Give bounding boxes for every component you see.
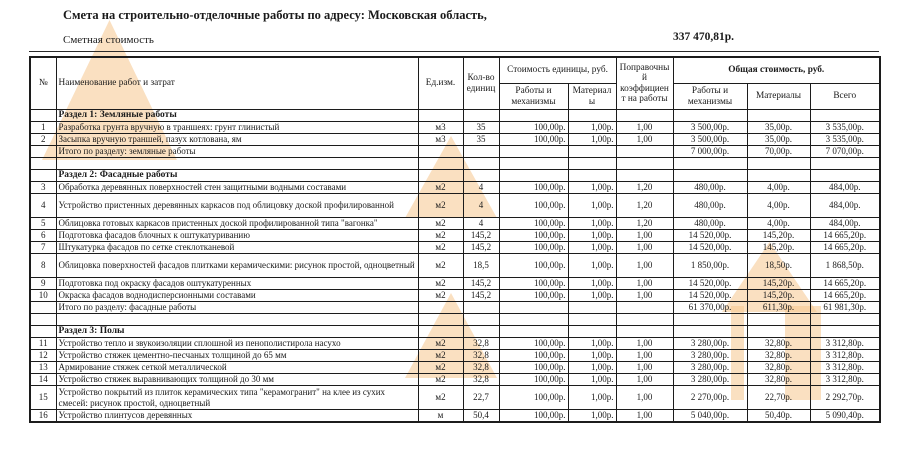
- cell-qty: 145,2: [463, 290, 499, 302]
- cell-tw: 14 520,00р.: [673, 230, 747, 242]
- cell-um: 1,00р.: [568, 386, 616, 410]
- cell-name: Раздел 2: Фасадные работы: [56, 170, 418, 182]
- cell-name: Облицовка поверхностей фасадов плитками керамическими: рисунок простой, одноцветный: [56, 254, 418, 278]
- cell-qty: 4: [463, 194, 499, 218]
- cell-name: Устройство стяжек цементно-песчаных толщиной до 65 мм: [56, 350, 418, 362]
- cell-k: 1,00: [616, 338, 673, 350]
- cell-tw: 3 280,00р.: [673, 350, 747, 362]
- cell-n: 11: [30, 338, 56, 350]
- cell-n: 5: [30, 218, 56, 230]
- cell-tot: [810, 158, 880, 170]
- cell-k: 1,20: [616, 194, 673, 218]
- cell-unit: [418, 302, 463, 314]
- cell-tot: 3 312,80р.: [810, 338, 880, 350]
- cell-tot: 2 292,70р.: [810, 386, 880, 410]
- cell-name: [56, 314, 418, 326]
- cell-name: Облицовка готовых каркасов пристенных доской профилированной типа "вагонка": [56, 218, 418, 230]
- section-header-row: [30, 110, 880, 122]
- cell-uw: [499, 146, 568, 158]
- cell-n: 2: [30, 134, 56, 146]
- cell-uw: 100,00р.: [499, 218, 568, 230]
- cell-name: Устройство тепло и звукоизоляции сплошной из пенополистирола насухо: [56, 338, 418, 350]
- cell-k: 1,00: [616, 242, 673, 254]
- cell-tw: [673, 158, 747, 170]
- cell-n: 1: [30, 122, 56, 134]
- cell-k: 1,00: [616, 350, 673, 362]
- cell-um: 1,00р.: [568, 374, 616, 386]
- cell-n: 3: [30, 182, 56, 194]
- header-name: Наименование работ и затрат: [56, 57, 418, 110]
- cell-unit: м3: [418, 122, 463, 134]
- cell-k: 1,00: [616, 134, 673, 146]
- cell-uw: 100,00р.: [499, 242, 568, 254]
- cell-unit: [418, 158, 463, 170]
- cell-unit: м: [418, 410, 463, 423]
- cell-tot: 7 070,00р.: [810, 146, 880, 158]
- cell-name: Устройство плинтусов деревянных: [56, 410, 418, 423]
- cell-tw: 14 520,00р.: [673, 242, 747, 254]
- item-row: [30, 374, 880, 386]
- cell-tot: [810, 314, 880, 326]
- cell-unit: м2: [418, 254, 463, 278]
- cell-unit: м2: [418, 194, 463, 218]
- cell-n: [30, 158, 56, 170]
- cell-tm: 145,20р.: [747, 290, 810, 302]
- cell-tm: 4,00р.: [747, 182, 810, 194]
- cell-uw: 100,00р.: [499, 230, 568, 242]
- section-header-row: [30, 170, 880, 182]
- cell-uw: 100,00р.: [499, 374, 568, 386]
- cell-tm: 35,00р.: [747, 122, 810, 134]
- cell-qty: [463, 170, 499, 182]
- item-row: [30, 254, 880, 278]
- cell-um: 1,00р.: [568, 254, 616, 278]
- spacer-row: [30, 314, 880, 326]
- cell-tw: 3 280,00р.: [673, 362, 747, 374]
- cell-um: 1,00р.: [568, 182, 616, 194]
- cell-unit: м2: [418, 242, 463, 254]
- cell-n: 16: [30, 410, 56, 423]
- cell-qty: 4: [463, 218, 499, 230]
- cell-tm: 32,80р.: [747, 338, 810, 350]
- cell-tw: 480,00р.: [673, 194, 747, 218]
- cell-uw: 100,00р.: [499, 254, 568, 278]
- subtotal-row: [30, 302, 880, 314]
- cell-um: [568, 158, 616, 170]
- cell-tm: 145,20р.: [747, 278, 810, 290]
- cell-uw: 100,00р.: [499, 182, 568, 194]
- cell-name: Окраска фасадов воднодисперсионными составами: [56, 290, 418, 302]
- header-total-work-mech: Работы и механизмы: [673, 84, 747, 110]
- cell-unit: м2: [418, 386, 463, 410]
- cell-tw: [673, 314, 747, 326]
- cell-tw: 480,00р.: [673, 218, 747, 230]
- cell-tot: 484,00р.: [810, 194, 880, 218]
- cell-um: 1,00р.: [568, 134, 616, 146]
- cell-qty: 145,2: [463, 242, 499, 254]
- item-row: [30, 182, 880, 194]
- cell-qty: 35: [463, 122, 499, 134]
- cell-n: 9: [30, 278, 56, 290]
- cell-tot: 3 312,80р.: [810, 350, 880, 362]
- cell-qty: 4: [463, 182, 499, 194]
- cell-name: [56, 158, 418, 170]
- cell-unit: м2: [418, 362, 463, 374]
- cell-name: Обработка деревянных поверхностей стен защитными водными составами: [56, 182, 418, 194]
- horizontal-rule: [29, 51, 879, 52]
- cell-n: 13: [30, 362, 56, 374]
- cell-uw: [499, 314, 568, 326]
- estimate-total-value: 337 470,81р.: [673, 31, 735, 43]
- cell-tw: 3 280,00р.: [673, 374, 747, 386]
- cell-uw: 100,00р.: [499, 362, 568, 374]
- cell-unit: [418, 314, 463, 326]
- header-coefficient: Поправочный коэффициент на работы: [616, 57, 673, 110]
- header-total-all: Всего: [810, 84, 880, 110]
- cell-tm: 35,00р.: [747, 134, 810, 146]
- cell-unit: м2: [418, 290, 463, 302]
- cell-k: 1,00: [616, 278, 673, 290]
- item-row: [30, 230, 880, 242]
- cell-unit: м2: [418, 278, 463, 290]
- cell-qty: [463, 110, 499, 122]
- cell-n: [30, 170, 56, 182]
- cell-uw: 100,00р.: [499, 134, 568, 146]
- cell-n: [30, 314, 56, 326]
- cell-n: [30, 110, 56, 122]
- cell-tot: 5 090,40р.: [810, 410, 880, 423]
- header-qty: Кол-во единиц: [463, 57, 499, 110]
- document-title: Смета на строительно-отделочные работы по адресу: Московская область,: [63, 8, 487, 22]
- cell-um: 1,00р.: [568, 218, 616, 230]
- cell-qty: 32,8: [463, 362, 499, 374]
- header-materials: Материалы: [568, 84, 616, 110]
- cell-tw: 14 520,00р.: [673, 290, 747, 302]
- cell-uw: [499, 158, 568, 170]
- cell-tm: 145,20р.: [747, 242, 810, 254]
- cell-k: [616, 314, 673, 326]
- cell-k: [616, 326, 673, 338]
- cell-tm: [747, 314, 810, 326]
- cell-name: Подготовка фасадов блочных к оштукатуриванию: [56, 230, 418, 242]
- cell-tot: 14 665,20р.: [810, 230, 880, 242]
- item-row: [30, 134, 880, 146]
- cell-unit: [418, 326, 463, 338]
- table-header: [30, 57, 880, 110]
- cell-um: 1,00р.: [568, 242, 616, 254]
- header-total-group: Общая стоимость, руб.: [673, 57, 880, 84]
- cell-uw: 100,00р.: [499, 278, 568, 290]
- cell-k: 1,00: [616, 122, 673, 134]
- item-row: [30, 410, 880, 423]
- cell-name: Штукатурка фасадов по сетке стеклотканевой: [56, 242, 418, 254]
- cell-tm: 145,20р.: [747, 230, 810, 242]
- cell-tot: 484,00р.: [810, 218, 880, 230]
- cell-n: 7: [30, 242, 56, 254]
- item-row: [30, 350, 880, 362]
- cell-um: [568, 110, 616, 122]
- estimate-table: [29, 56, 881, 423]
- cell-tw: 2 270,00р.: [673, 386, 747, 410]
- cell-n: 15: [30, 386, 56, 410]
- cell-k: 1,00: [616, 410, 673, 423]
- cell-tw: 7 000,00р.: [673, 146, 747, 158]
- cell-name: Раздел 1: Земляные работы: [56, 110, 418, 122]
- cell-k: 1,00: [616, 254, 673, 278]
- cell-tw: 3 280,00р.: [673, 338, 747, 350]
- cell-uw: [499, 302, 568, 314]
- cell-k: [616, 302, 673, 314]
- cell-tot: 14 665,20р.: [810, 278, 880, 290]
- cell-um: [568, 146, 616, 158]
- cell-tm: 50,40р.: [747, 410, 810, 423]
- cell-qty: 32,8: [463, 374, 499, 386]
- cell-tot: 14 665,20р.: [810, 242, 880, 254]
- cell-n: [30, 326, 56, 338]
- item-row: [30, 194, 880, 218]
- cell-k: [616, 158, 673, 170]
- item-row: [30, 122, 880, 134]
- estimate-cost-label: Сметная стоимость: [63, 34, 154, 46]
- cell-uw: [499, 110, 568, 122]
- cell-uw: 100,00р.: [499, 386, 568, 410]
- cell-tw: 5 040,00р.: [673, 410, 747, 423]
- cell-tw: 1 850,00р.: [673, 254, 747, 278]
- cell-um: 1,00р.: [568, 410, 616, 423]
- cell-n: 4: [30, 194, 56, 218]
- estimate-table-body: [30, 110, 880, 423]
- cell-name: Раздел 3: Полы: [56, 326, 418, 338]
- cell-k: [616, 170, 673, 182]
- cell-name: Устройство стяжек выравнивающих толщиной до 30 мм: [56, 374, 418, 386]
- cell-unit: м3: [418, 134, 463, 146]
- item-row: [30, 218, 880, 230]
- cell-name: Устройство пристенных деревянных каркасов под облицовку доской профилированной: [56, 194, 418, 218]
- cell-tot: 484,00р.: [810, 182, 880, 194]
- cell-qty: 18,5: [463, 254, 499, 278]
- cell-k: 1,20: [616, 218, 673, 230]
- cell-tot: 3 312,80р.: [810, 374, 880, 386]
- cell-name: Разработка грунта вручную в траншеях: грунт глинистый: [56, 122, 418, 134]
- item-row: [30, 386, 880, 410]
- cell-um: [568, 170, 616, 182]
- cell-n: 10: [30, 290, 56, 302]
- cell-unit: м2: [418, 338, 463, 350]
- cell-n: [30, 302, 56, 314]
- cell-unit: [418, 146, 463, 158]
- cell-tm: 18,50р.: [747, 254, 810, 278]
- cell-tm: [747, 110, 810, 122]
- cell-uw: 100,00р.: [499, 194, 568, 218]
- cell-qty: [463, 314, 499, 326]
- cell-qty: [463, 302, 499, 314]
- cell-uw: [499, 170, 568, 182]
- item-row: [30, 338, 880, 350]
- cell-k: 1,00: [616, 386, 673, 410]
- cell-name: Итого по разделу: земляные работы: [56, 146, 418, 158]
- cell-tot: 1 868,50р.: [810, 254, 880, 278]
- cell-tot: 3 535,00р.: [810, 134, 880, 146]
- cell-tw: 3 500,00р.: [673, 122, 747, 134]
- cell-n: 12: [30, 350, 56, 362]
- cell-tot: 14 665,20р.: [810, 290, 880, 302]
- cell-qty: 32,8: [463, 350, 499, 362]
- cell-qty: 32,8: [463, 338, 499, 350]
- cell-tot: 61 981,30р.: [810, 302, 880, 314]
- cell-tw: [673, 110, 747, 122]
- cell-uw: 100,00р.: [499, 122, 568, 134]
- cell-k: 1,20: [616, 182, 673, 194]
- cell-um: 1,00р.: [568, 338, 616, 350]
- cell-tot: 3 535,00р.: [810, 122, 880, 134]
- cell-tot: 3 312,80р.: [810, 362, 880, 374]
- cell-um: [568, 314, 616, 326]
- cell-tm: 32,80р.: [747, 374, 810, 386]
- item-row: [30, 290, 880, 302]
- cell-um: 1,00р.: [568, 350, 616, 362]
- cell-uw: [499, 326, 568, 338]
- cell-n: 6: [30, 230, 56, 242]
- cell-tot: [810, 170, 880, 182]
- cell-name: Итого по разделу: фасадные работы: [56, 302, 418, 314]
- cell-tm: 70,00р.: [747, 146, 810, 158]
- cell-qty: 145,2: [463, 230, 499, 242]
- cell-tw: 480,00р.: [673, 182, 747, 194]
- cell-qty: 22,7: [463, 386, 499, 410]
- cell-qty: [463, 146, 499, 158]
- cell-um: [568, 326, 616, 338]
- cell-um: 1,00р.: [568, 122, 616, 134]
- cell-tm: 4,00р.: [747, 218, 810, 230]
- item-row: [30, 242, 880, 254]
- cell-um: 1,00р.: [568, 290, 616, 302]
- spacer-row: [30, 158, 880, 170]
- cell-unit: м2: [418, 374, 463, 386]
- cell-tm: 32,80р.: [747, 350, 810, 362]
- cell-k: [616, 110, 673, 122]
- header-unit: Ед.изм.: [418, 57, 463, 110]
- cell-qty: 50,4: [463, 410, 499, 423]
- section-header-row: [30, 326, 880, 338]
- cell-tm: 4,00р.: [747, 194, 810, 218]
- item-row: [30, 362, 880, 374]
- cell-tm: [747, 170, 810, 182]
- cell-k: 1,00: [616, 362, 673, 374]
- cell-tw: [673, 170, 747, 182]
- cell-qty: 145,2: [463, 278, 499, 290]
- cell-um: 1,00р.: [568, 194, 616, 218]
- cell-tm: 611,30р.: [747, 302, 810, 314]
- cell-tm: [747, 158, 810, 170]
- item-row: [30, 278, 880, 290]
- cell-um: 1,00р.: [568, 362, 616, 374]
- cell-n: [30, 146, 56, 158]
- cell-name: Устройство покрытий из плиток керамических типа "керамогранит" на клее из сухих смесей: рисунок простой, одноцветный: [56, 386, 418, 410]
- header-total-materials: Материалы: [747, 84, 810, 110]
- cell-k: 1,00: [616, 290, 673, 302]
- cell-qty: [463, 158, 499, 170]
- cell-unit: м2: [418, 218, 463, 230]
- cell-um: 1,00р.: [568, 230, 616, 242]
- cell-unit: м2: [418, 350, 463, 362]
- subtotal-row: [30, 146, 880, 158]
- cell-tm: 22,70р.: [747, 386, 810, 410]
- cell-n: 8: [30, 254, 56, 278]
- cell-tm: 32,80р.: [747, 362, 810, 374]
- cell-um: 1,00р.: [568, 278, 616, 290]
- cell-name: Засыпка вручную траншей, пазух котлована, ям: [56, 134, 418, 146]
- cell-uw: 100,00р.: [499, 350, 568, 362]
- cell-uw: 100,00р.: [499, 290, 568, 302]
- cell-tw: [673, 326, 747, 338]
- cell-n: 14: [30, 374, 56, 386]
- cell-um: [568, 302, 616, 314]
- cell-tw: 14 520,00р.: [673, 278, 747, 290]
- cell-tot: [810, 110, 880, 122]
- cell-qty: 35: [463, 134, 499, 146]
- cell-tw: 61 370,00р.: [673, 302, 747, 314]
- cell-k: 1,00: [616, 374, 673, 386]
- cell-tw: 3 500,00р.: [673, 134, 747, 146]
- cell-unit: [418, 110, 463, 122]
- cell-unit: м2: [418, 182, 463, 194]
- cell-tm: [747, 326, 810, 338]
- cell-tot: [810, 326, 880, 338]
- cell-uw: 100,00р.: [499, 410, 568, 423]
- cell-qty: [463, 326, 499, 338]
- cell-k: 1,00: [616, 230, 673, 242]
- cell-unit: [418, 170, 463, 182]
- header-unit-cost-group: Стоимость единицы, руб.: [499, 57, 616, 84]
- header-num: №: [30, 57, 56, 110]
- header-work-mech: Работы и механизмы: [499, 84, 568, 110]
- cell-k: [616, 146, 673, 158]
- cell-name: Армирование стяжек сеткой металлической: [56, 362, 418, 374]
- cell-unit: м2: [418, 230, 463, 242]
- cell-uw: 100,00р.: [499, 338, 568, 350]
- cell-name: Подготовка под окраску фасадов оштукатуренных: [56, 278, 418, 290]
